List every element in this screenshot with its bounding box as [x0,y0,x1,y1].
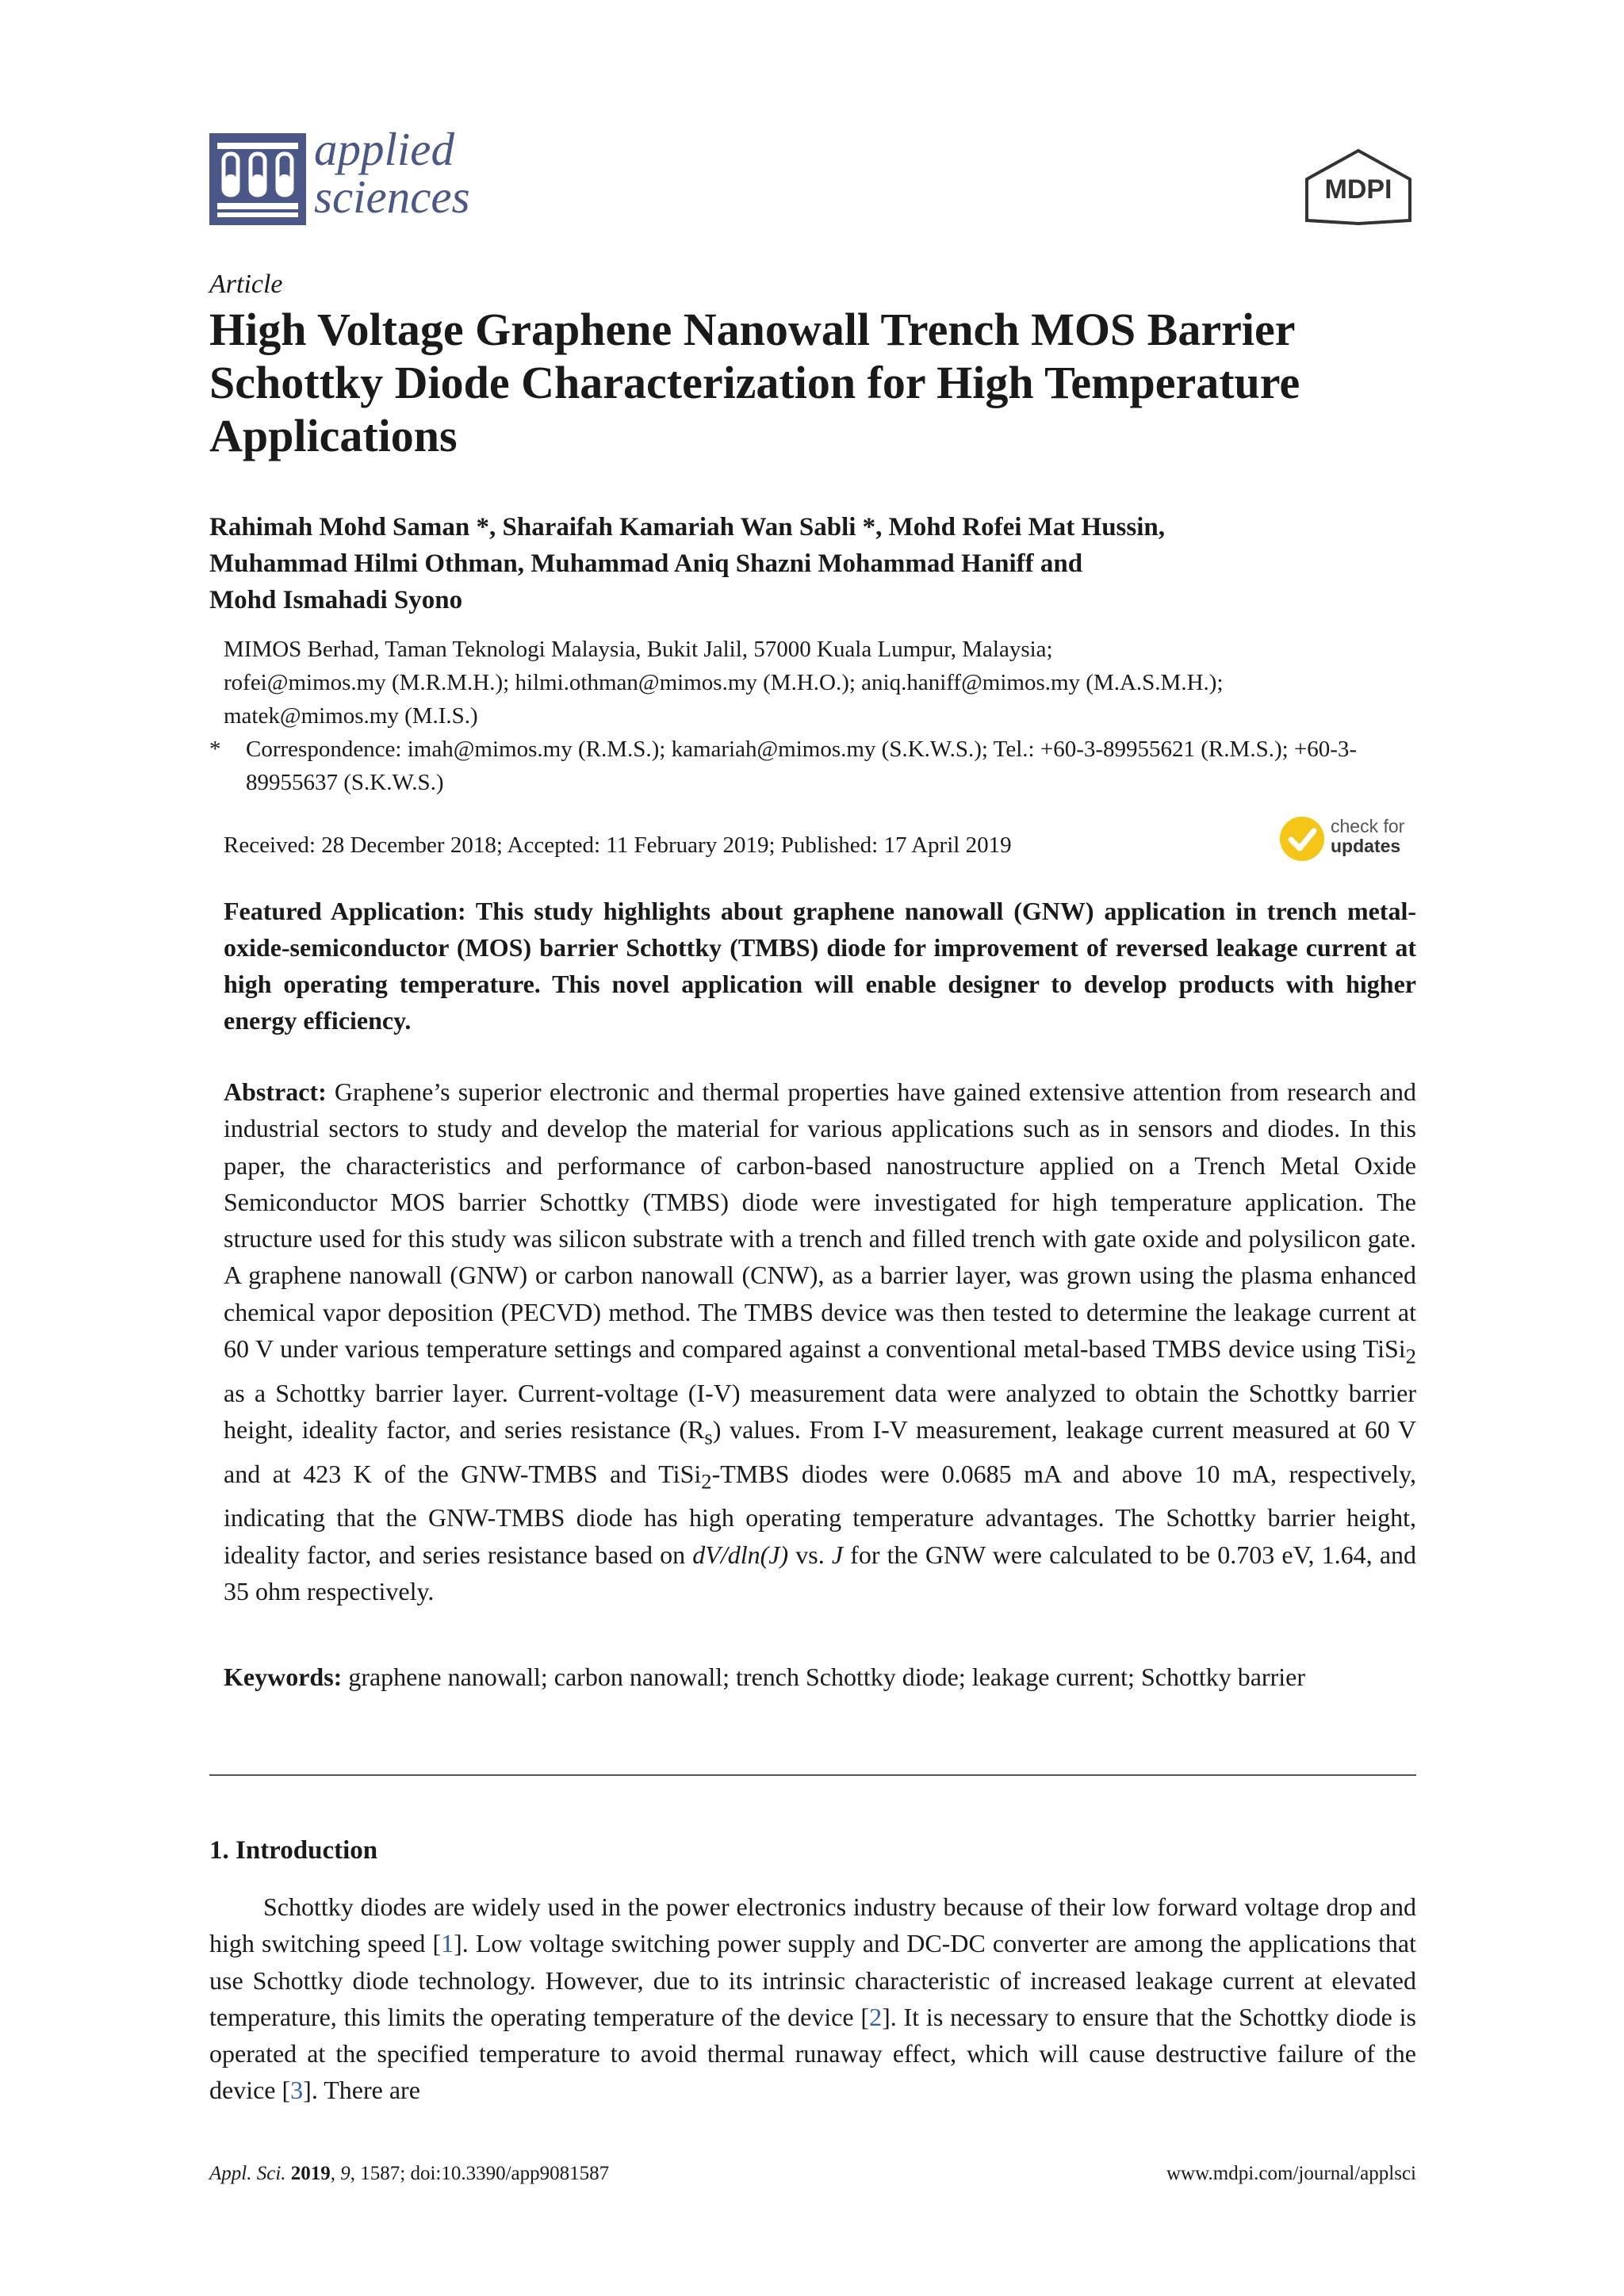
badge-line1: check for [1331,816,1405,836]
citation-link[interactable]: 1 [441,1929,454,1958]
section-divider [209,1774,1416,1776]
correspondence-text: Correspondence: imah@mimos.my (R.M.S.); kamariah@mimos.my (S.K.W.S.); Tel.: +60-3-89955621 (R.M.S.); +60-3-89955637 (S.K.W.S.) [246,737,1358,795]
correspondence-marker: * [209,737,221,762]
page-title: High Voltage Graphene Nanowall Trench MOS Barrier Schottky Diode Characterization for High Temperature Applications [209,304,1300,461]
featured-application: Featured Application: This study highlights about graphene nanowall (GNW) application in trench metal-oxide-semiconductor (MOS) barrier Schottky (TMBS) diode for improvement of reversed leakage current at high operating temperature. This novel application will enable designer to develop products with higher energy efficiency. [224,897,1416,1035]
intro-text: ]. It is necessary to ensure that the Schottky diode is operated at the specified temperature to avoid thermal runaway effect, which will cause destructive failure of the device [ [209,2002,1417,2105]
author-line: Muhammad Hilmi Othman, Muhammad Aniq Shazni Mohammad Haniff and [209,549,1083,578]
section-heading: 1. Introduction [209,1836,378,1865]
affiliation-line: matek@mimos.my (M.I.S.) [224,703,478,729]
abstract [224,1073,1416,1609]
footer-volume: 9 [340,2163,350,2184]
journal-name-line2: sciences [314,170,470,223]
footer-doi: , 1587; doi:10.3390/app9081587 [350,2163,610,2184]
publisher-logo-text: MDPI [1324,174,1392,205]
footer-year: 2019 [290,2163,331,2184]
intro-paragraph [209,1888,1416,2109]
subscript: 2 [701,1469,712,1494]
keywords-text: graphene nanowall; carbon nanowall; trench Schottky diode; leakage current; Schottky barrier [348,1663,1305,1691]
affiliation [224,633,1419,733]
footer-url[interactable]: www.mdpi.com/journal/applsci [1166,2163,1416,2184]
keywords [224,1659,1416,1695]
citation-link[interactable]: 2 [869,2002,883,2031]
article-type: Article [209,270,283,299]
intro-text: ]. There are [303,2076,420,2105]
keywords-label: Keywords: [224,1663,343,1691]
abstract-text: Graphene’s superior electronic and thermal properties have gained extensive attention from research and industrial sectors to study and develop the material for various applications such as in sensors and diodes. In this paper, the characteristics and performance of carbon-based nanostructure applied on a Trench Metal Oxide Semiconductor MOS barrier Schottky (TMBS) diode were investigated for high temperature application. The structure used for this study was silicon substrate with a trench and filled trench with gate oxide and polysilicon gate. A graphene nanowall (GNW) or carbon nanowall (CNW), as a barrier layer, was grown using the plasma enhanced chemical vapor deposition (PECVD) method. The TMBS device was then tested to determine the leakage current at 60 V under various temperature settings and compared against a conventional metal-based TMBS device using TiSi [224,1077,1417,1364]
affiliation-line: rofei@mimos.my (M.R.M.H.); hilmi.othman@mimos.my (M.H.O.); aniq.haniff@mimos.my (M.A.S.M.H.); [224,670,1224,695]
abstract-label: Abstract: [224,1077,327,1106]
abstract-math: dV/dln(J) [692,1540,789,1569]
author-line: Mohd Ismahadi Syono [209,586,463,614]
journal-name-line1: applied [314,123,454,175]
check-icon [1277,813,1327,864]
subscript: 2 [1405,1344,1416,1368]
author-list [209,509,1446,618]
journal-logo-icon [209,133,306,225]
publication-dates: Received: 28 December 2018; Accepted: 11 February 2019; Published: 17 April 2019 [224,832,1012,858]
abstract-text: ) values. From I-V measurement, leakage current measured at 60 V and at 423 K of the GNW-TMBS and TiSi [224,1415,1417,1488]
publisher-logo [1300,147,1416,227]
abstract-text: vs. [788,1540,832,1569]
journal-name [314,123,470,223]
abstract-text: for the GNW were calculated to be 0.703 eV, 1.64, and 35 ohm respectively. [224,1540,1417,1606]
correspondence [209,733,1419,799]
check-for-updates-badge[interactable] [1277,813,1424,864]
author-line: Rahimah Mohd Saman *, Sharaifah Kamariah Wan Sabli *, Mohd Rofei Mat Hussin, [209,513,1166,541]
affiliation-line: MIMOS Berhad, Taman Teknologi Malaysia, Bukit Jalil, 57000 Kuala Lumpur, Malaysia; [224,637,1053,662]
intro-text: Schottky diodes are widely used in the power electronics industry because of their low forward voltage drop and high switching speed [ [209,1892,1416,1958]
intro-text: ]. Low voltage switching power supply and DC-DC converter are among the applications that use Schottky diode technology. However, due to its intrinsic characteristic of increased leakage current at elevated temperature, this limits the operating temperature of the device [ [209,1929,1417,2031]
subscript: s [704,1425,713,1449]
footer-citation: Appl. Sci. 2019, 9, 1587; doi:10.3390/app9081587 [209,2163,610,2184]
abstract-math: J [831,1540,844,1569]
citation-link[interactable]: 3 [290,2076,304,2105]
footer-journal: Appl. Sci. [209,2163,286,2184]
badge-line2: updates [1331,836,1401,856]
abstract-text: as a Schottky barrier layer. Current-voltage (I-V) measurement data were analyzed to obtain the Schottky barrier height, ideality factor, and series resistance (R [224,1378,1416,1445]
abstract-text: -TMBS diodes were 0.0685 mA and above 10 mA, respectively, indicating that the GNW-TMBS diode has high operating temperature advantages. The Schottky barrier height, ideality factor, and series resistance based on [224,1459,1417,1569]
